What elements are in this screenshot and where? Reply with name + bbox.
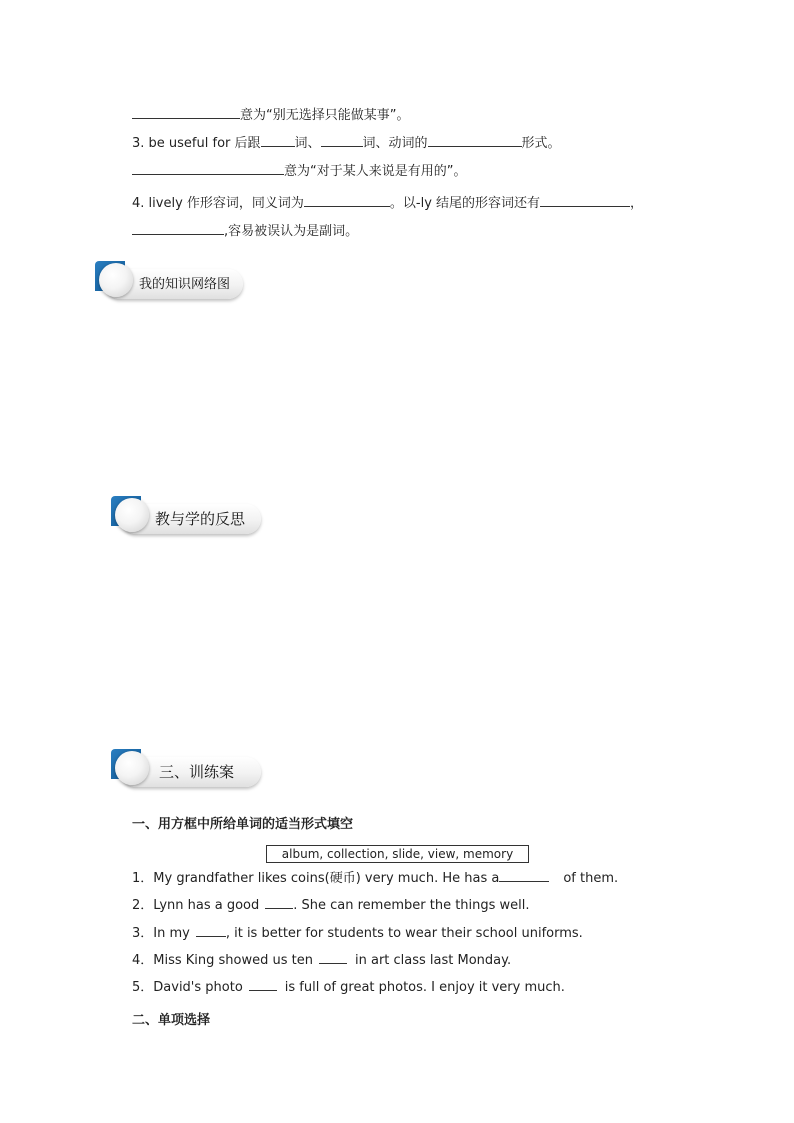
question-text: 3．In my [132,926,190,941]
item-text: 词、动词的 [362,136,428,151]
question-text: is full of great photos. I enjoy it very much. [284,980,565,995]
exercise-part1-title: 一、用方框中所给单词的适当形式填空 [132,817,354,832]
section-title: 三、训练案 [159,763,235,781]
exercise-part2-title: 二、单项选择 [132,1013,211,1028]
item-text: 意为“对于某人来说是有用的”。 [284,164,467,179]
question-1 [132,868,618,888]
question-text: , it is better for students to wear their school uniforms. [225,926,583,941]
item-line-4 [132,193,643,213]
question-text: 4．Miss King showed us ten [132,953,313,968]
question-text: 5．David's photo [132,980,243,995]
question-text: of them. [563,871,619,886]
section-title: 教与学的反思 [155,510,246,528]
question-text: 2．Lynn has a good [132,898,260,913]
item-text: 意为“别无选择只能做某事”。 [240,108,410,123]
answer-blank[interactable] [132,221,224,235]
question-text: 1．My grandfather likes coins(硬币) very much. He has a [132,871,500,886]
item-line-5 [132,221,358,241]
answer-blank[interactable] [319,950,347,964]
answer-blank[interactable] [499,868,549,882]
item-text: 词、 [294,136,321,151]
item-line-1 [132,105,409,125]
item-text: 。以-ly 结尾的形容词还有 [389,196,541,211]
item-line-2 [132,133,561,153]
section-header-reflection [111,496,261,536]
header-circle-icon [115,751,149,785]
answer-blank[interactable] [261,133,295,147]
answer-blank[interactable] [249,977,277,991]
item-line-3 [132,161,466,181]
item-text: 3. be useful for 后跟 [132,136,261,151]
question-text: . She can remember the things well. [293,898,530,913]
word-box: album, collection, slide, view, memory [266,845,529,863]
answer-blank[interactable] [428,133,522,147]
answer-blank[interactable] [540,193,630,207]
header-circle-icon [99,263,133,297]
answer-blank[interactable] [265,895,293,909]
item-text: 4. lively 作形容词，同义词为 [132,196,304,211]
question-4 [132,950,511,970]
question-3 [132,923,583,943]
header-circle-icon [115,498,149,532]
answer-blank[interactable] [321,133,363,147]
item-text: ， [630,196,644,211]
answer-blank[interactable] [132,105,240,119]
question-5 [132,977,565,997]
section-title: 我的知识网络图 [139,277,231,292]
item-text: 形式。 [521,136,561,151]
answer-blank[interactable] [196,923,226,937]
question-text: in art class last Monday. [355,953,512,968]
question-2 [132,895,530,915]
item-text: ,容易被误认为是副词。 [224,224,359,239]
answer-blank[interactable] [132,161,284,175]
section-header-training [111,749,261,789]
section-header-knowledge-map [95,261,245,301]
answer-blank[interactable] [304,193,390,207]
